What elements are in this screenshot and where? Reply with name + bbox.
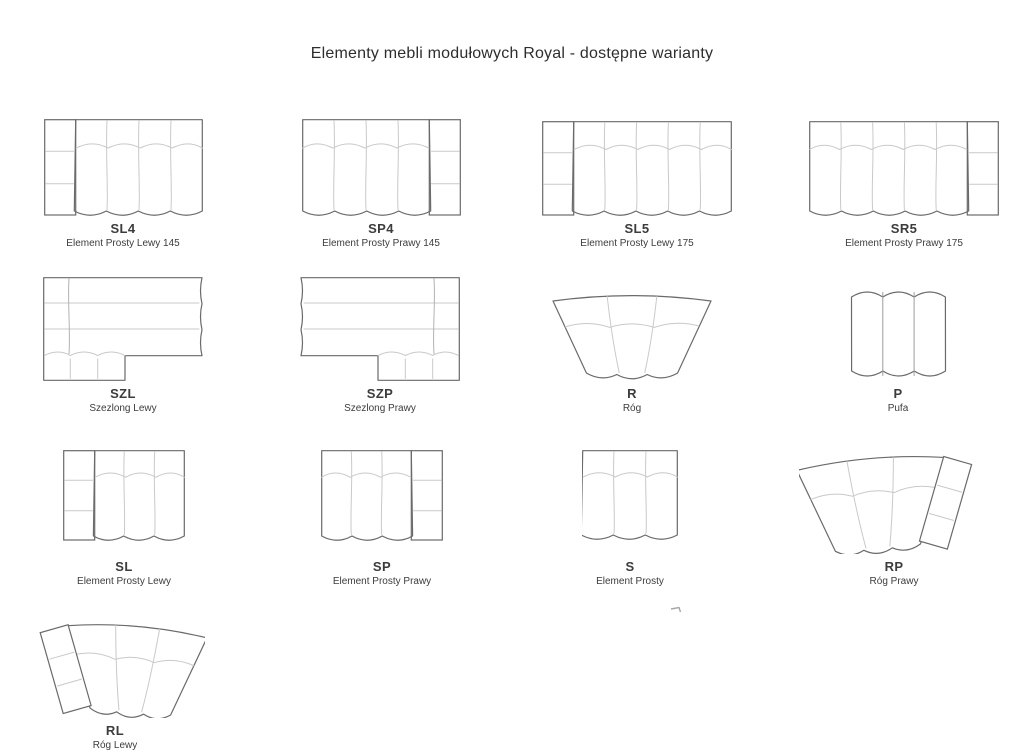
module-name: Element Prosty Lewy 145 xyxy=(66,238,180,249)
module-name: Szezlong Lewy xyxy=(89,403,157,414)
module-name: Element Prosty xyxy=(596,576,664,587)
sl4-line-drawing xyxy=(44,119,203,216)
module-code: SR5 xyxy=(890,221,918,236)
module-sp xyxy=(272,448,492,587)
sr5-line-drawing xyxy=(809,121,999,216)
module-name: Element Prosty Prawy 175 xyxy=(845,238,963,249)
module-sp4-diagram xyxy=(271,112,491,216)
module-szp-diagram xyxy=(270,265,490,381)
module-code: S xyxy=(625,559,635,574)
szl-line-drawing xyxy=(43,277,203,381)
rp-line-drawing xyxy=(799,450,989,554)
module-p xyxy=(788,265,1008,414)
module-rp-diagram xyxy=(784,448,1004,554)
module-code: SP xyxy=(372,559,392,574)
sp-line-drawing xyxy=(321,450,443,541)
module-name: Element Prosty Lewy 175 xyxy=(580,238,694,249)
module-rp xyxy=(784,448,1004,587)
module-code: SL5 xyxy=(624,221,650,236)
module-sl-diagram xyxy=(14,448,234,554)
module-sl4-diagram xyxy=(13,112,233,216)
stray-mark xyxy=(670,605,686,617)
module-name: Róg xyxy=(622,403,642,414)
r-line-drawing xyxy=(552,289,712,381)
module-rl-diagram xyxy=(5,612,225,718)
module-r-diagram xyxy=(522,265,742,381)
module-sl4 xyxy=(13,112,233,249)
module-code: RP xyxy=(884,559,904,574)
module-sr5-diagram xyxy=(794,112,1014,216)
module-r xyxy=(522,265,742,414)
module-name: Element Prosty Lewy xyxy=(77,576,171,587)
module-code: P xyxy=(893,386,903,401)
module-name: Róg Prawy xyxy=(869,576,919,587)
module-p-diagram xyxy=(788,265,1008,381)
module-sp-diagram xyxy=(272,448,492,554)
module-szl-diagram xyxy=(13,265,233,381)
module-s-diagram xyxy=(520,448,740,554)
module-sp4 xyxy=(271,112,491,249)
sl-line-drawing xyxy=(63,450,185,541)
sp4-line-drawing xyxy=(302,119,461,216)
module-name: Element Prosty Prawy 145 xyxy=(322,238,440,249)
module-sl5 xyxy=(527,112,747,249)
rl-line-drawing xyxy=(25,618,205,718)
module-name: Element Prosty Prawy xyxy=(332,576,432,587)
module-szl xyxy=(13,265,233,414)
p-line-drawing xyxy=(850,287,947,381)
module-code: R xyxy=(627,386,637,401)
module-code: SZL xyxy=(110,386,136,401)
module-code: SL4 xyxy=(110,221,136,236)
s-line-drawing xyxy=(582,450,678,540)
module-name: Pufa xyxy=(887,403,909,414)
module-name: Szezlong Prawy xyxy=(344,403,416,414)
page-title: Elementy mebli modułowych Royal - dostępne warianty xyxy=(310,45,714,62)
module-sl xyxy=(14,448,234,587)
module-rl xyxy=(5,612,225,751)
szp-line-drawing xyxy=(300,277,460,381)
sl5-line-drawing xyxy=(542,121,732,216)
module-sr5 xyxy=(794,112,1014,249)
module-s xyxy=(520,448,740,587)
module-name: Róg Lewy xyxy=(92,740,138,751)
module-code: RL xyxy=(105,723,125,738)
module-code: SP4 xyxy=(368,221,394,236)
module-code: SZP xyxy=(366,386,394,401)
module-szp xyxy=(270,265,490,414)
module-sl5-diagram xyxy=(527,112,747,216)
module-code: SL xyxy=(115,559,133,574)
